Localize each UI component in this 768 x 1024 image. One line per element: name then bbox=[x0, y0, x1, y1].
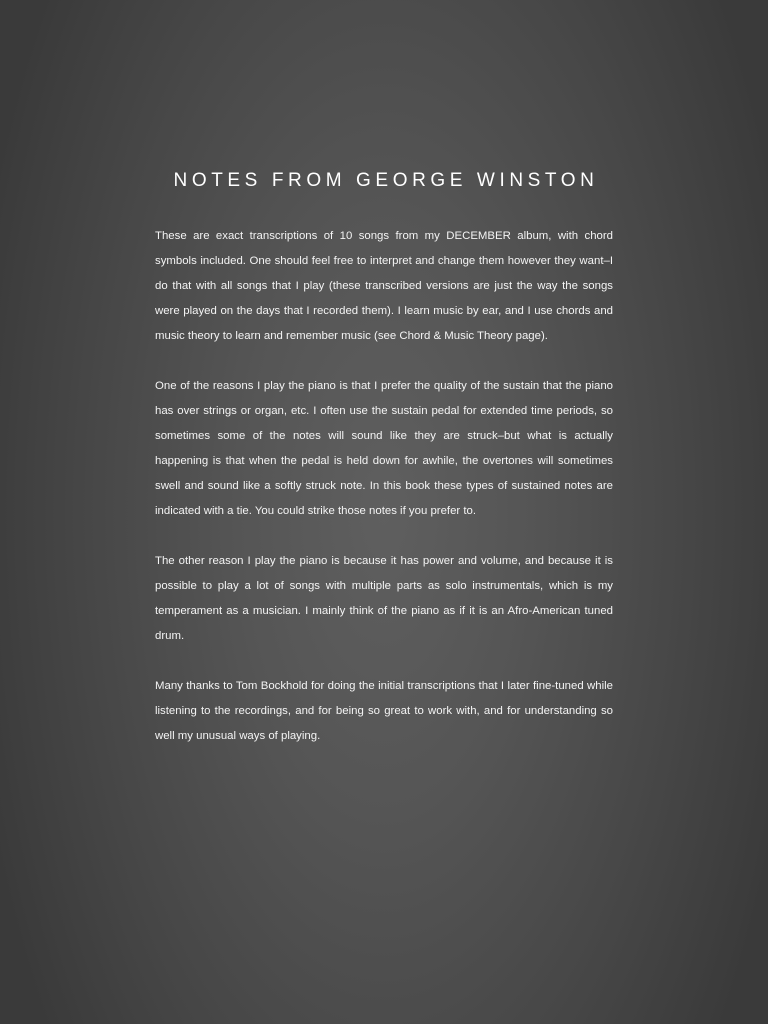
paragraph-power-volume: The other reason I play the piano is because it has power and volume, and because it is possible to play a lot of songs with multiple parts as solo instrumentals, which is my temperament as a musician. I mainly think of the piano as if it is an Afro-American tuned drum. bbox=[155, 555, 613, 642]
paragraph-transcriptions: These are exact transcriptions of 10 songs from my DECEMBER album, with chord symbols included. One should feel free to interpret and change them however they want–I do that with all songs that I play (these transcribed versions are just the way the songs were played on the days that I recorded them). I learn music by ear, and I use chords and music theory to learn and remember music (see Chord & Music Theory page). bbox=[155, 230, 613, 342]
paragraph-sustain: One of the reasons I play the piano is that I prefer the quality of the sustain that the piano has over strings or organ, etc. I often use the sustain pedal for extended time periods, so sometimes some of the notes will sound like they are struck–but what is actually happening is that when the pedal is held down for awhile, the overtones will sometimes swell and sound like a softly struck note. In this book these types of sustained notes are indicated with a tie. You could strike those notes if you prefer to. bbox=[155, 380, 613, 517]
paragraph-thanks: Many thanks to Tom Bockhold for doing the initial transcriptions that I later fine-tuned while listening to the recordings, and for being so great to work with, and for understanding so well my unusual ways of playing. bbox=[155, 680, 613, 742]
notes-body bbox=[155, 224, 613, 774]
page-title: NOTES FROM GEORGE WINSTON bbox=[173, 170, 599, 191]
